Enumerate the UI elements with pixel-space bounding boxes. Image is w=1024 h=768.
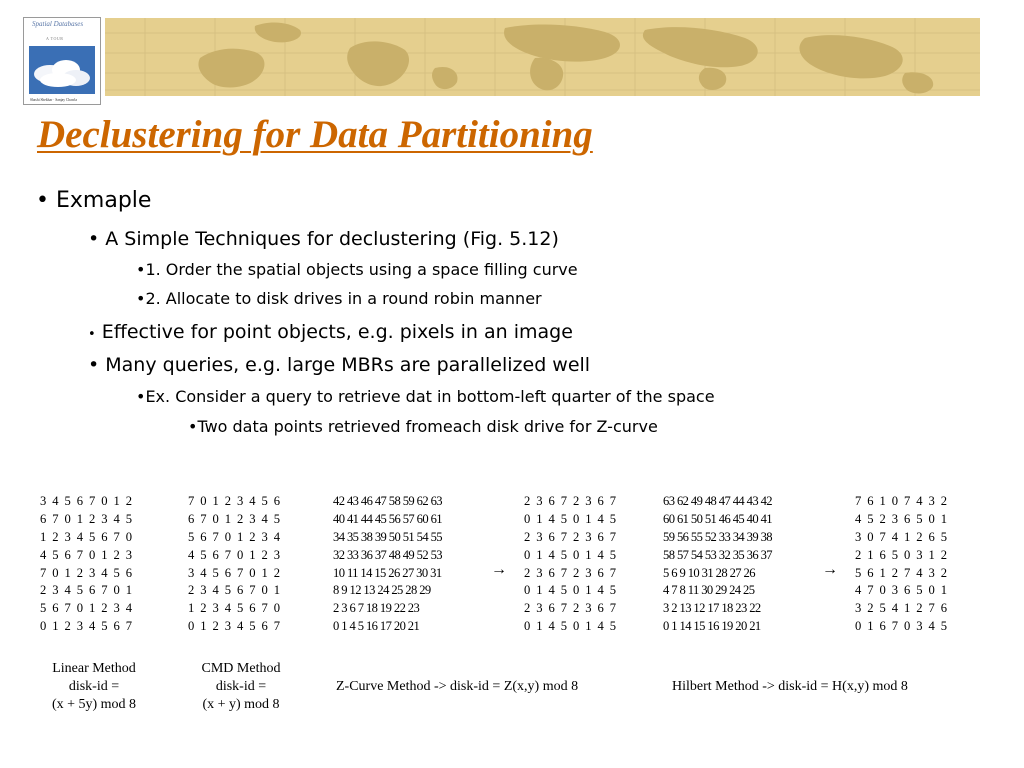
grid-row: 1 2 3 4 5 6 7 0 <box>40 529 134 544</box>
grid-row: 0 1 2 3 4 5 6 7 <box>188 619 282 634</box>
declustering-figure <box>0 490 1024 720</box>
bullet-marker: • <box>88 228 100 250</box>
cloud-sky-picture <box>24 18 100 104</box>
bullet-text: Exmaple <box>55 188 152 213</box>
book-title: Spatial Databases <box>32 20 84 28</box>
grid-row: 8 9 12 13 24 25 28 29 <box>333 583 431 598</box>
bullet-text: Many queries, e.g. large MBRs are parallelized well <box>105 354 591 376</box>
grid-row: 0 1 4 5 0 1 4 5 <box>524 511 618 526</box>
grid-row: 42 43 46 47 58 59 62 63 <box>333 494 442 508</box>
book-authors: Shashi Shekhar · Sanjay Chawla <box>30 98 77 102</box>
book-cover-image <box>23 17 101 105</box>
grid-row: 40 41 44 45 56 57 60 61 <box>333 511 442 526</box>
z-curve-arrow: → <box>491 561 507 578</box>
grid-row: 3 2 5 4 1 2 7 6 <box>855 601 949 616</box>
grid-row: 2 1 6 5 0 3 1 2 <box>855 547 949 562</box>
bullet-marker: • <box>136 289 146 308</box>
caption-line: (x + y) mod 8 <box>202 697 280 712</box>
grid-row: 0 1 2 3 4 5 6 7 <box>40 619 134 634</box>
grid-row: 3 0 7 4 1 2 6 5 <box>855 529 949 544</box>
grid-row: 2 3 6 7 2 3 6 7 <box>524 601 618 616</box>
bullet-item <box>188 416 658 438</box>
slide-title: Declustering for Data Partitioning <box>37 113 593 156</box>
grid-row: 3 2 13 12 17 18 23 22 <box>663 601 761 616</box>
hilbert-order-grid <box>663 493 772 636</box>
grid-row: 7 0 1 2 3 4 5 6 <box>188 494 282 508</box>
grid-row: 59 56 55 52 33 34 39 38 <box>663 529 772 544</box>
grid-row: 63 62 49 48 47 44 43 42 <box>663 494 772 508</box>
grid-row: 4 7 8 11 30 29 24 25 <box>663 583 755 598</box>
grid-row: 4 5 2 3 6 5 0 1 <box>855 511 949 526</box>
bullet-text: A Simple Techniques for declustering (Fig. 5.12) <box>105 228 559 250</box>
bullet-item <box>88 319 573 348</box>
bullet-marker: • <box>88 327 96 342</box>
bullet-text: 1. Order the spatial objects using a space filling curve <box>145 260 578 279</box>
bullet-text: Ex. Consider a query to retrieve dat in bottom-left quarter of the space <box>145 387 715 406</box>
linear-method-grid <box>40 493 133 636</box>
grid-row: 4 7 0 3 6 5 0 1 <box>855 583 949 598</box>
z-curve-disk-grid <box>524 493 617 636</box>
grid-row: 0 1 6 7 0 3 4 5 <box>855 619 949 634</box>
caption-line: (x + 5y) mod 8 <box>51 697 137 712</box>
grid-row: 3 4 5 6 7 0 1 2 <box>188 565 282 580</box>
grid-row: 2 3 4 5 6 7 0 1 <box>40 583 134 598</box>
bullet-marker: • <box>36 188 49 213</box>
grid-row: 10 11 14 15 26 27 30 31 <box>333 565 442 580</box>
grid-row: 2 3 4 5 6 7 0 1 <box>188 583 282 598</box>
bullet-item <box>136 386 715 408</box>
bullet-item <box>36 186 151 216</box>
hilbert-arrow: → <box>822 561 838 578</box>
grid-row: 58 57 54 53 32 35 36 37 <box>663 547 772 562</box>
grid-row: 1 2 3 4 5 6 7 0 <box>188 601 282 616</box>
z-curve-order-grid <box>333 493 442 636</box>
grid-row: 2 3 6 7 2 3 6 7 <box>524 565 618 580</box>
caption-line: Linear Method <box>52 661 136 676</box>
grid-row: 0 1 4 5 0 1 4 5 <box>524 619 618 634</box>
bullet-item <box>88 352 590 378</box>
hilbert-caption: Hilbert Method -> disk-id = H(x,y) mod 8 <box>672 679 908 694</box>
bullet-text: Two data points retrieved fromeach disk drive for Z-curve <box>197 417 658 436</box>
bullet-text: 2. Allocate to disk drives in a round robin manner <box>145 289 542 308</box>
grid-row: 34 35 38 39 50 51 54 55 <box>333 529 442 544</box>
bullet-marker: • <box>136 260 146 279</box>
grid-row: 32 33 36 37 48 49 52 53 <box>333 547 442 562</box>
world-map-graphic <box>105 18 980 96</box>
grid-row: 7 0 1 2 3 4 5 6 <box>40 565 134 580</box>
grid-row: 4 5 6 7 0 1 2 3 <box>40 547 134 562</box>
grid-row: 60 61 50 51 46 45 40 41 <box>663 511 772 526</box>
grid-row: 0 1 4 5 16 17 20 21 <box>333 619 420 634</box>
bullet-item <box>136 259 578 281</box>
grid-row: 2 3 6 7 18 19 22 23 <box>333 601 420 616</box>
grid-row: 0 1 4 5 0 1 4 5 <box>524 583 618 598</box>
cmd-method-caption <box>186 660 296 714</box>
caption-line: disk-id = <box>215 679 267 694</box>
bullet-item <box>136 288 542 310</box>
grid-row: 2 3 6 7 2 3 6 7 <box>524 529 618 544</box>
grid-row: 0 1 14 15 16 19 20 21 <box>663 619 761 634</box>
grid-row: 5 6 7 0 1 2 3 4 <box>188 529 282 544</box>
bullet-marker: • <box>136 387 146 406</box>
cmd-method-grid <box>188 493 281 636</box>
grid-row: 5 6 9 10 31 28 27 26 <box>663 565 755 580</box>
grid-row: 6 7 0 1 2 3 4 5 <box>188 511 282 526</box>
bullet-text: Effective for point objects, e.g. pixels in an image <box>101 321 573 343</box>
grid-row: 5 6 7 0 1 2 3 4 <box>40 601 134 616</box>
world-map-banner <box>105 18 980 96</box>
grid-row: 4 5 6 7 0 1 2 3 <box>188 547 282 562</box>
grid-row: 6 7 0 1 2 3 4 5 <box>40 511 134 526</box>
linear-method-caption <box>44 660 144 714</box>
bullet-marker: • <box>188 417 198 436</box>
caption-line: disk-id = <box>68 679 120 694</box>
grid-row: 7 6 1 0 7 4 3 2 <box>855 494 949 508</box>
grid-row: 0 1 4 5 0 1 4 5 <box>524 547 618 562</box>
grid-row: 5 6 1 2 7 4 3 2 <box>855 565 949 580</box>
bullet-marker: • <box>88 354 100 376</box>
bullet-item <box>88 226 559 252</box>
grid-row: 2 3 6 7 2 3 6 7 <box>524 494 618 508</box>
book-subtitle: A TOUR <box>46 36 64 41</box>
z-curve-caption: Z-Curve Method -> disk-id = Z(x,y) mod 8 <box>336 679 579 694</box>
grid-row: 3 4 5 6 7 0 1 2 <box>40 494 134 508</box>
caption-line: CMD Method <box>201 661 281 676</box>
hilbert-disk-grid <box>855 493 948 636</box>
